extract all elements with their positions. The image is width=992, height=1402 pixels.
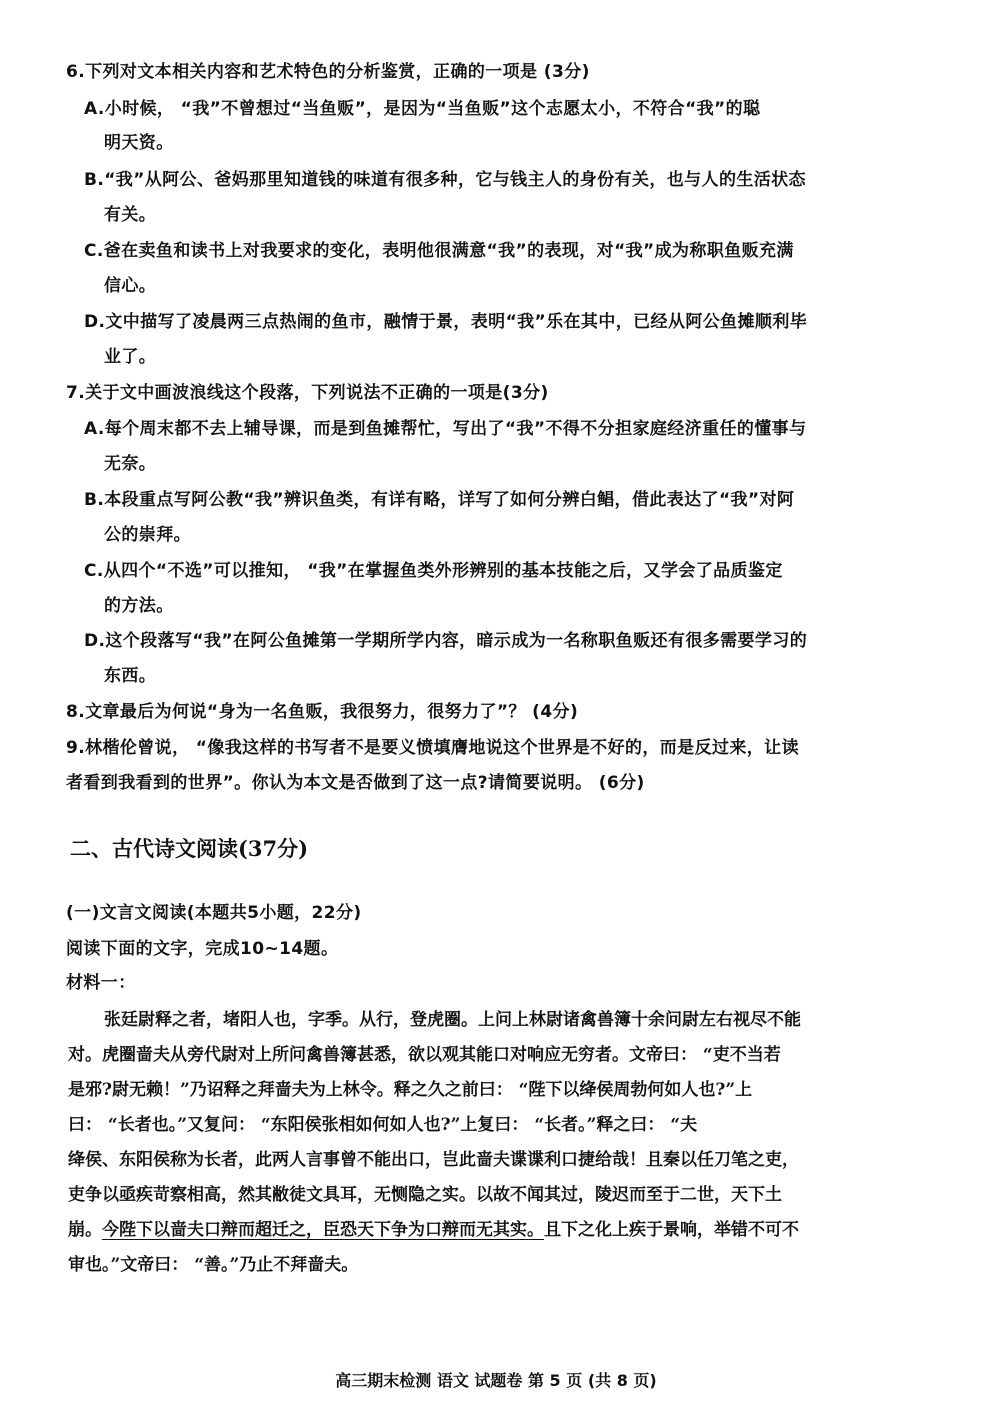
passage-line: 绛侯、东阳侯称为长者，此两人言事曾不能出口，岂此啬夫谍谍利口捷给哉！且秦以任刀笔之吏， <box>68 1150 799 1170</box>
question-7-option-a-cont: 无奈。 <box>104 454 157 474</box>
section-title: 二、古代诗文阅读(37分) <box>70 836 309 861</box>
passage-line: 曰： “长者也。”又复问： “东阳侯张相如何如人也?”上复曰： “长者。”释之曰： “夫 <box>68 1115 698 1135</box>
question-9-cont: 者看到我看到的世界”。你认为本文是否做到了这一点?请简要说明。 (6分) <box>66 773 645 793</box>
question-7-option-b-cont: 公的崇拜。 <box>104 525 191 545</box>
passage-line <box>68 1218 799 1242</box>
question-7-option-c: C.从四个“不选”可以推知， “我”在掌握鱼类外形辨别的基本技能之后，又学会了品质鉴定 <box>84 561 783 581</box>
material-label: 材料一： <box>66 973 136 993</box>
question-9: 9.林楷伦曾说， “像我这样的书写者不是要义愤填膺地说这个世界是不好的，而是反过来，让读 <box>66 738 799 758</box>
question-6-option-a-cont: 明天资。 <box>104 133 174 153</box>
subsection-title: (一)文言文阅读(本题共5小题，22分) <box>66 903 362 923</box>
question-7-option-c-cont: 的方法。 <box>104 596 174 616</box>
question-7-option-d: D.这个段落写“我”在阿公鱼摊第一学期所学内容，暗示成为一名称职鱼贩还有很多需要学习的 <box>84 631 808 651</box>
passage-line: 吏争以亟疾苛察相高，然其敝徒文具耳，无恻隐之实。以故不闻其过，陵迟而至于二世，天下土 <box>68 1185 782 1205</box>
passage-line: 对。虎圈啬夫从旁代尉对上所问禽兽簿甚悉，欲以观其能口对响应无穷者。文帝曰： “吏不当若 <box>68 1045 781 1065</box>
question-6-option-c: C.爸在卖鱼和读书上对我要求的变化，表明他很满意“我”的表现，对“我”成为称职鱼贩充满 <box>84 241 794 261</box>
passage-text: 且下之化上疾于景响，举错不可不 <box>544 1220 799 1240</box>
question-7-stem: 7.关于文中画波浪线这个段落，下列说法不正确的一项是(3分) <box>66 383 549 403</box>
passage-text: 崩。 <box>68 1220 102 1240</box>
question-7-option-a: A.每个周末都不去上辅导课，而是到鱼摊帮忙，写出了“我”不得不分担家庭经济重任的懂事与 <box>84 419 807 439</box>
question-7-option-b: B.本段重点写阿公教“我”辨识鱼类，有详有略，详写了如何分辨白鲳，借此表达了“我”对阿 <box>84 490 795 510</box>
question-8: 8.文章最后为何说“身为一名鱼贩，我很努力，很努力了”？ (4分) <box>66 702 579 722</box>
passage-line: 张廷尉释之者，堵阳人也，字季。从行，登虎圈。上问上林尉诸禽兽簿十余问尉左右视尽不能 <box>104 1010 801 1030</box>
passage-line: 审也。”文帝曰： “善。”乃止不拜啬夫。 <box>68 1255 359 1275</box>
question-6-stem: 6.下列对文本相关内容和艺术特色的分析鉴赏，正确的一项是 (3分) <box>66 62 590 82</box>
reading-instruction: 阅读下面的文字，完成10~14题。 <box>66 939 339 959</box>
page-footer: 高三期末检测 语文 试题卷 第 5 页 (共 8 页) <box>335 1371 657 1390</box>
question-7-option-d-cont: 东西。 <box>104 666 157 686</box>
underlined-sentence: 今陛下以啬夫口辩而超迁之，臣恐天下争为口辩而无其实。 <box>102 1220 544 1240</box>
question-6-option-b: B.“我”从阿公、爸妈那里知道钱的味道有很多种，它与钱主人的身份有关，也与人的生活状态 <box>84 170 806 190</box>
question-6-option-d: D.文中描写了凌晨两三点热闹的鱼市，融情于景，表明“我”乐在其中，已经从阿公鱼摊顺利毕 <box>84 312 808 332</box>
question-6-option-b-cont: 有关。 <box>104 205 157 225</box>
question-6-option-c-cont: 信心。 <box>104 276 157 296</box>
passage-line: 是邪?尉无赖！”乃诏释之拜啬夫为上林令。释之久之前曰： “陛下以绛侯周勃何如人也?”上 <box>68 1080 753 1100</box>
question-6-option-a: A.小时候， “我”不曾想过“当鱼贩”，是因为“当鱼贩”这个志愿太小，不符合“我”的聪 <box>84 99 761 119</box>
question-6-option-d-cont: 业了。 <box>104 347 157 367</box>
